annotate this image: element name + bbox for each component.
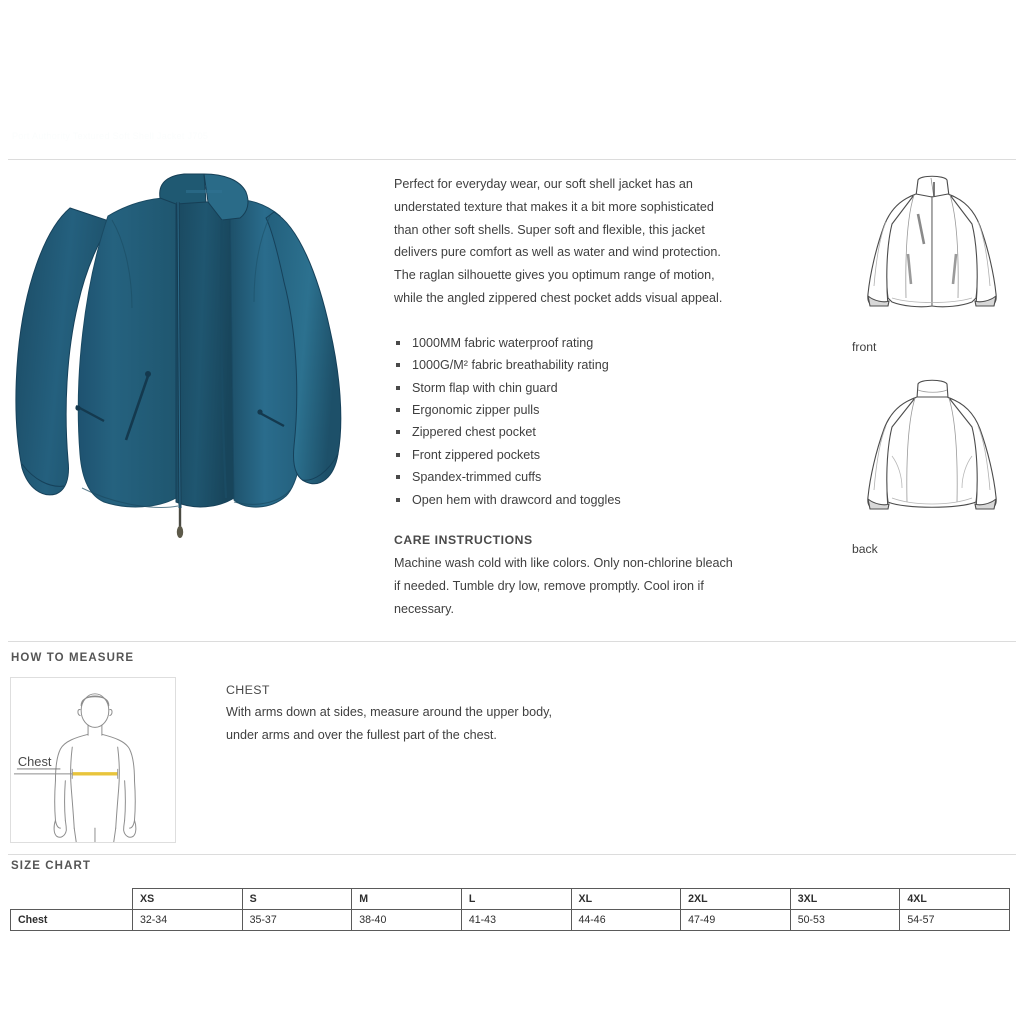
cell-chest-m: 38-40 (352, 910, 462, 931)
list-item (394, 466, 736, 488)
square-bullet-icon (396, 453, 400, 457)
feature-label: Spandex-trimmed cuffs (412, 470, 542, 485)
feature-label: Open hem with drawcord and toggles (412, 492, 621, 507)
column-header-3xl: 3XL (790, 889, 900, 910)
care-instructions-title: CARE INSTRUCTIONS (394, 533, 533, 548)
cell-chest-xl: 44-46 (571, 910, 681, 931)
measure-instructions (226, 683, 566, 746)
product-description: Perfect for everyday wear, our soft shell jacket has an understated texture that makes it a bit more sophisticated than other soft shells. Super soft and flexible, this jacket delivers pure comfort as well as water and wind protection. The raglan silhouette gives you optimum range of motion, while the angled zippered chest pocket adds visual appeal. (394, 177, 723, 305)
list-item (394, 332, 736, 354)
how-to-measure-heading: HOW TO MEASURE (11, 652, 135, 664)
feature-label: 1000G/M² fabric breathability rating (412, 358, 609, 373)
divider-measure (8, 641, 1016, 642)
feature-label: Ergonomic zipper pulls (412, 403, 540, 417)
product-description-column (394, 173, 736, 620)
divider-top (8, 159, 1016, 160)
table-corner-cell (11, 889, 133, 910)
cell-chest-2xl: 47-49 (681, 910, 791, 931)
size-chart-heading: SIZE CHART (11, 860, 91, 872)
table-row (11, 910, 1010, 931)
square-bullet-icon (396, 430, 400, 434)
table-header-row (11, 889, 1010, 910)
list-item (394, 444, 736, 466)
feature-label: Storm flap with chin guard (412, 380, 558, 395)
list-item (394, 377, 736, 399)
measure-diagram (10, 677, 176, 843)
list-item (394, 399, 736, 421)
column-header-2xl: 2XL (681, 889, 791, 910)
square-bullet-icon (396, 408, 400, 412)
column-header-4xl: 4XL (900, 889, 1010, 910)
technical-drawing-back (852, 372, 1012, 556)
feature-list (394, 332, 736, 511)
cell-chest-l: 41-43 (461, 910, 571, 931)
column-header-xl: XL (571, 889, 681, 910)
cell-chest-xs: 32-34 (133, 910, 243, 931)
care-instructions-text: Machine wash cold with like colors. Only non-chlorine bleach if needed. Tumble dry low, remove promptly. Cool iron if necessary. (394, 556, 733, 616)
page-header-faint-text: Port Authority Textured Soft Shell Jacket J705 (12, 131, 209, 141)
product-photo (8, 168, 356, 560)
size-chart-table (10, 888, 1010, 931)
list-item (394, 489, 736, 511)
cell-chest-s: 35-37 (242, 910, 352, 931)
measure-description: With arms down at sides, measure around the upper body, under arms and over the fullest part of the chest. (226, 705, 552, 742)
column-header-s: S (242, 889, 352, 910)
square-bullet-icon (396, 498, 400, 502)
divider-sizechart (8, 854, 1016, 855)
square-bullet-icon (396, 341, 400, 345)
technical-drawing-back-label: back (852, 542, 878, 556)
square-bullet-icon (396, 363, 400, 367)
technical-drawing-front-label: front (852, 340, 877, 354)
feature-label: Front zippered pockets (412, 447, 541, 462)
column-header-l: L (461, 889, 571, 910)
feature-label: Zippered chest pocket (412, 425, 536, 440)
measure-diagram-chest-label: Chest (17, 753, 52, 769)
square-bullet-icon (396, 475, 400, 479)
measure-term: CHEST (226, 683, 270, 697)
row-label-chest: Chest (11, 910, 133, 931)
cell-chest-3xl: 50-53 (790, 910, 900, 931)
cell-chest-4xl: 54-57 (900, 910, 1010, 931)
column-header-m: M (352, 889, 462, 910)
list-item (394, 421, 736, 443)
square-bullet-icon (396, 386, 400, 390)
column-header-xs: XS (133, 889, 243, 910)
feature-label: 1000MM fabric waterproof rating (412, 335, 594, 350)
technical-drawing-front (852, 170, 1012, 354)
list-item (394, 354, 736, 376)
